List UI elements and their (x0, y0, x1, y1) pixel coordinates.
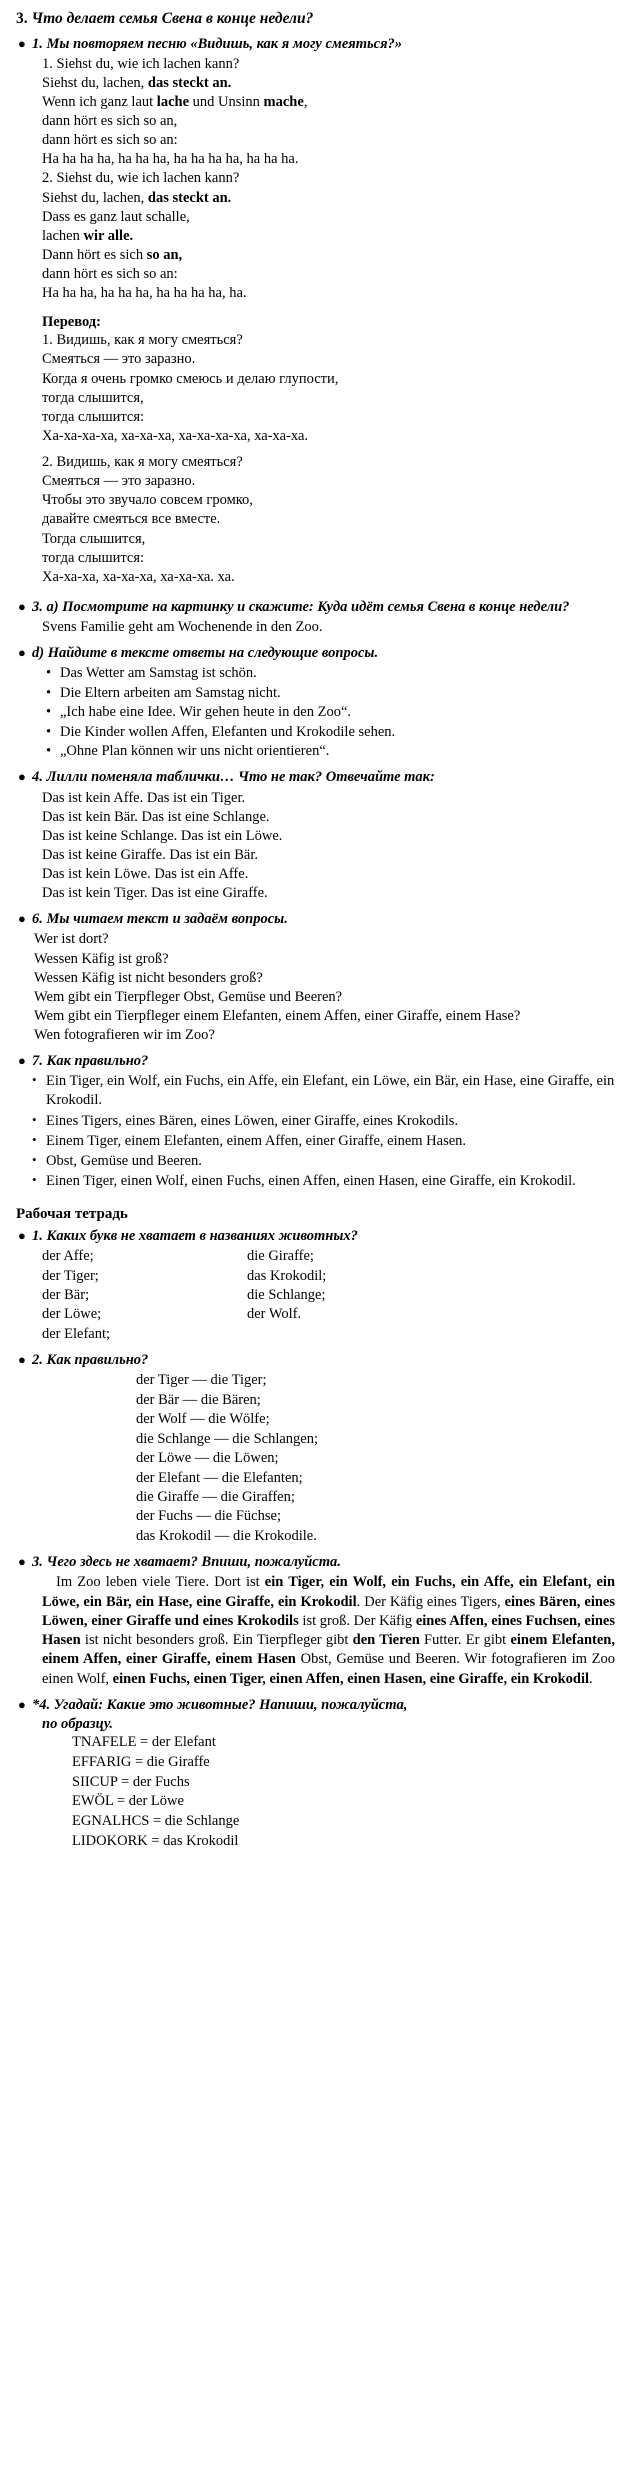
song-line: Dann hört es sich so an, (42, 246, 183, 263)
task-3a-text: Посмотрите на картинку и скажите: Куда идёт семья Свена в конце недели? (62, 598, 570, 615)
translation-line: 2. Видишь, как я могу смеяться? (42, 454, 243, 471)
workbook-1-text: Каких букв не хватает в названиях животных? (46, 1228, 358, 1245)
section-heading-text: Что делает семья Свена в конце недели? (31, 10, 314, 27)
list-item: der Fuchs — die Füchse; (136, 1508, 281, 1525)
task-7-text: Как правильно? (46, 1053, 149, 1070)
task-6-marker: 6. (32, 911, 43, 928)
list-item: der Tiger; (42, 1267, 99, 1284)
answer-line: Das ist kein Affe. Das ist ein Tiger. (42, 789, 246, 806)
workbook-1-col-2 (247, 1247, 326, 1344)
answer-line: Wer ist dort? (34, 931, 109, 948)
riddle-item: LIDOKORK = das Krokodil (72, 1832, 239, 1849)
bullet-icon: ● (18, 1053, 26, 1069)
task-d-text: Найдите в тексте ответы на следующие вопросы. (47, 645, 379, 662)
bullet-icon: ● (18, 769, 26, 785)
answer-line: Wem gibt ein Tierpfleger einem Elefanten, einem Affen, einer Giraffe, einem Hase? (34, 1007, 521, 1024)
song-line: dann hört es sich so an, (42, 113, 178, 130)
workbook-3-paragraph-wrapper (16, 1573, 617, 1689)
workbook-1-heading (16, 1227, 617, 1245)
page-title (16, 10, 617, 29)
workbook-2-text: Как правильно? (46, 1352, 149, 1369)
translation-line: тогда слышится: (42, 408, 145, 425)
task-3a-answer-block (16, 618, 617, 637)
answer-line: Wessen Käfig ist groß? (34, 950, 169, 967)
list-item: das Krokodil; (247, 1267, 327, 1284)
song-line: Siehst du, lachen, das steckt an. (42, 189, 232, 206)
task-7-marker: 7. (32, 1053, 43, 1070)
task-1-marker: 1. (32, 35, 43, 52)
bullet-icon: ● (18, 645, 26, 661)
dash-icon: • (46, 684, 52, 701)
answer-line: Wem gibt ein Tierpfleger Obst, Gemüse und Beeren? (34, 988, 343, 1005)
workbook-4-subtext: по образцу. (42, 1716, 113, 1733)
list-item: die Giraffe; (247, 1248, 314, 1265)
bullet-icon: • (32, 1151, 37, 1167)
bullet-icon: ● (18, 911, 26, 927)
bullet-icon: • (32, 1131, 37, 1147)
answer-line: • Die Eltern arbeiten am Samstag nicht. (46, 684, 617, 703)
dash-icon: • (46, 743, 52, 760)
workbook-3-text: Чего здесь не хватает? Впиши, пожалуйста. (46, 1554, 341, 1571)
song-line: Wenn ich ganz laut lache und Unsinn mache, (42, 93, 308, 110)
task-4-heading (16, 768, 617, 786)
song-line: Ha ha ha, ha ha ha, ha ha ha ha, ha. (42, 285, 247, 302)
translation-line: Когда я очень громко смеюсь и делаю глупости, (42, 370, 339, 387)
answer-line: • Die Kinder wollen Affen, Elefanten und Krokodile sehen. (46, 723, 617, 742)
song-line: 2. Siehst du, wie ich lachen kann? (42, 170, 240, 187)
translation-line: тогда слышится, (42, 389, 144, 406)
translation-line: Тогда слышится, (42, 530, 146, 547)
list-item: der Bär; (42, 1287, 90, 1304)
workbook-4-text: Угадай: Какие это животные? Напиши, пожалуйста, (53, 1697, 408, 1714)
dash-icon: • (46, 665, 52, 682)
riddle-item: EGNALHCS = die Schlange (72, 1813, 240, 1830)
answer-line: • Einen Tiger, einen Wolf, einen Fuchs, einen Affen, einen Hasen, eine Giraffe, ein Krokodil. (32, 1171, 576, 1189)
translation-block (16, 331, 617, 587)
list-item: die Giraffe — die Giraffen; (136, 1488, 295, 1505)
task-d-answers (16, 664, 617, 761)
riddle-item: EFFARIG = die Giraffe (72, 1753, 210, 1770)
riddle-item: TNAFELE = der Elefant (72, 1734, 216, 1751)
list-item: der Wolf — die Wölfe; (136, 1411, 270, 1428)
bullet-icon: ● (18, 1228, 26, 1244)
workbook-3-paragraph: Im Zoo leben viele Tiere. Dort ist ein Tiger, ein Wolf, ein Fuchs, ein Affe, ein Elefant, ein Löwe, ein Bär, ein Hase, eine Giraffe, ein Krokodil. Der Käfig eines Tigers, eines Bären, eines Löwen, einer Giraffe und eines Krokodils ist groß. Der Käfig eines Affen, eines Fuchsen, eines Hasen ist nicht besonders groß. Ein Tierpfleger gibt den Tieren Futter. Er gibt einem Elefanten, einem Affen, einer Giraffe, einem Hasen Obst, Gemüse und Beeren. Wir fotografieren im Zoo einen Wolf, einen Fuchs, einen Tiger, einen Affen, einen Hasen, eine Giraffe, ein Krokodil. (42, 1574, 619, 1687)
list-item: das Krokodil — die Krokodile. (136, 1527, 317, 1544)
list-item: der Wolf. (247, 1306, 302, 1323)
song-line: dann hört es sich so an: (42, 266, 178, 283)
song-line: lachen wir alle. (42, 227, 134, 244)
list-item: die Schlange — die Schlangen; (136, 1430, 319, 1447)
answer-line: Das ist kein Löwe. Das ist ein Affe. (42, 866, 249, 883)
task-7-answers (16, 1072, 617, 1191)
bullet-icon: ● (18, 1352, 26, 1368)
answer-line: • Ein Tiger, ein Wolf, ein Fuchs, ein Affe, ein Elefant, ein Löwe, ein Bär, ein Hase, eine Giraffe, ein Krokodil. (32, 1072, 618, 1109)
task-3a-heading (16, 598, 617, 616)
translation-line: Ха-ха-ха, ха-ха-ха, ха-ха-ха. ха. (42, 568, 235, 585)
task-3a-marker: 3. a) (32, 598, 59, 615)
bullet-icon: ● (18, 598, 26, 614)
answer-line: Das ist keine Schlange. Das ist ein Löwe. (42, 827, 283, 844)
workbook-4-heading (16, 1696, 617, 1714)
task-1-song (16, 55, 617, 304)
bullet-icon: • (32, 1111, 37, 1127)
list-item: der Löwe — die Löwen; (136, 1450, 279, 1467)
task-6-heading (16, 910, 617, 928)
task-d-heading (16, 644, 617, 662)
list-item: der Tiger — die Tiger; (136, 1372, 267, 1389)
list-item: die Schlange; (247, 1287, 326, 1304)
dash-icon: • (46, 723, 52, 740)
workbook-3-heading (16, 1553, 617, 1571)
list-item: der Elefant — die Elefanten; (136, 1469, 303, 1486)
list-item: der Löwe; (42, 1306, 102, 1323)
task-d-marker: d) (32, 645, 45, 662)
answer-line: Das ist kein Bär. Das ist eine Schlange. (42, 808, 270, 825)
list-item: der Affe; (42, 1248, 94, 1265)
list-item: der Bär — die Bären; (136, 1391, 261, 1408)
task-4-text: Лилли поменяла таблички… Что не так? Отвечайте так: (46, 769, 435, 786)
song-line: 1. Siehst du, wie ich lachen kann? (42, 55, 240, 72)
answer-line: Wen fotografieren wir im Zoo? (34, 1027, 215, 1044)
dash-icon: • (46, 704, 52, 721)
task-6-answers (16, 930, 617, 1045)
song-line: Ha ha ha ha, ha ha ha, ha ha ha ha, ha ha ha. (42, 151, 299, 168)
list-item: der Elefant; (42, 1325, 111, 1342)
riddle-item: SIICUP = der Fuchs (72, 1773, 190, 1790)
task-7-heading (16, 1052, 617, 1070)
translation-line: Смеяться — это заразно. (42, 473, 196, 490)
task-1-text: Мы повторяем песню «Видишь, как я могу смеяться?» (46, 35, 403, 52)
workbook-2-heading (16, 1351, 617, 1369)
workbook-4-riddles (16, 1733, 617, 1851)
translation-line: Ха-ха-ха-ха, ха-ха-ха, ха-ха-ха-ха, ха-ха-ха. (42, 427, 308, 444)
answer-line: Das ist keine Giraffe. Das ist ein Bär. (42, 846, 258, 863)
answer-line: • Einem Tiger, einem Elefanten, einem Affen, einer Giraffe, einem Hasen. (32, 1131, 467, 1149)
bullet-icon: • (32, 1171, 37, 1187)
translation-line: Смеяться — это заразно. (42, 351, 196, 368)
workbook-2-marker: 2. (32, 1352, 43, 1369)
translation-line: Чтобы это звучало совсем громко, (42, 492, 253, 509)
answer-line: Wessen Käfig ist nicht besonders groß? (34, 969, 263, 986)
song-line: dann hört es sich so an: (42, 132, 178, 149)
workbook-4-marker: *4. (32, 1697, 51, 1714)
workbook-2-answers (16, 1371, 617, 1546)
workbook-1-marker: 1. (32, 1228, 43, 1245)
section-number: 3. (16, 10, 28, 27)
answer-line: • Eines Tigers, eines Bären, eines Löwen, einer Giraffe, eines Krokodils. (32, 1111, 459, 1129)
answer-line: • „Ich habe eine Idee. Wir gehen heute in den Zoo“. (46, 703, 617, 722)
translation-line: 1. Видишь, как я могу смеяться? (42, 332, 243, 349)
bullet-icon: ● (18, 1697, 26, 1713)
task-4-marker: 4. (32, 769, 43, 786)
bullet-icon: • (32, 1072, 37, 1088)
workbook-1-columns (16, 1247, 617, 1344)
workbook-1-col-1 (42, 1247, 247, 1344)
task-4-answers (16, 789, 617, 904)
translation-line: давайте смеяться все вместе. (42, 511, 221, 528)
answer-line: Svens Familie geht am Wochenende in den Zoo. (42, 619, 323, 636)
answer-line: • Das Wetter am Samstag ist schön. (46, 664, 617, 683)
task-6-text: Мы читаем текст и задаём вопросы. (46, 911, 288, 928)
bullet-icon: ● (18, 35, 26, 51)
workbook-title: Рабочая тетрадь (16, 1206, 128, 1223)
bullet-icon: ● (18, 1554, 26, 1570)
song-line: Dass es ganz laut schalle, (42, 208, 190, 225)
answer-line: Das ist kein Tiger. Das ist eine Giraffe. (42, 885, 268, 902)
workbook-3-marker: 3. (32, 1554, 43, 1571)
song-line: Siehst du, lachen, das steckt an. (42, 74, 232, 91)
answer-line: • Obst, Gemüse und Beeren. (32, 1151, 202, 1169)
riddle-item: EWÖL = der Löwe (72, 1793, 184, 1810)
translation-line: тогда слышится: (42, 549, 145, 566)
translation-heading: Перевод: (42, 314, 101, 331)
answer-line: • „Ohne Plan können wir uns nicht orientieren“. (46, 742, 617, 761)
task-1-heading (16, 35, 617, 53)
